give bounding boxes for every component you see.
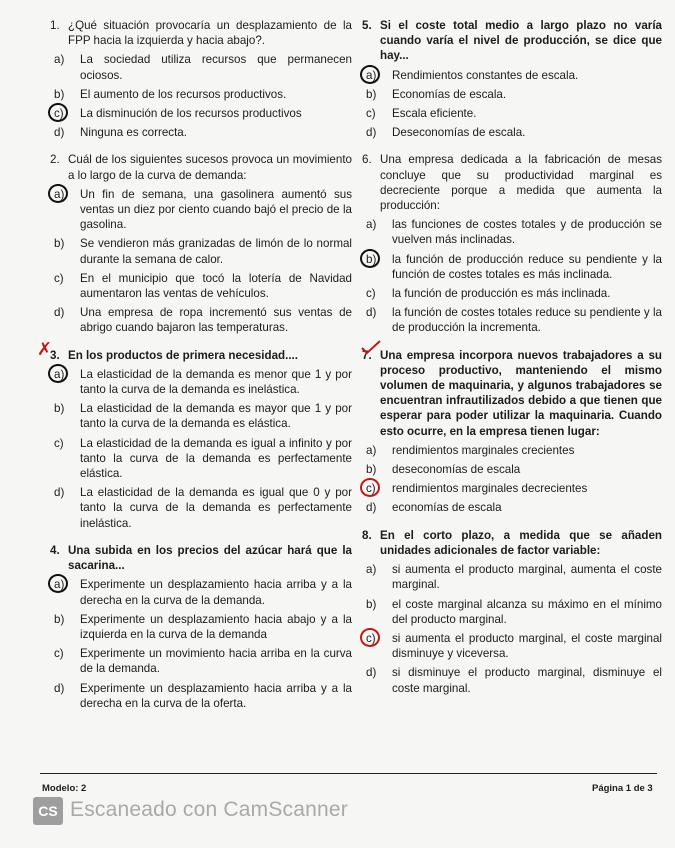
option-text: la función de producción reduce su pendiente y la función de costes totales es más inclinada. <box>392 252 662 281</box>
option-label: d) <box>366 501 377 515</box>
question-text: Una empresa dedicada a la fabricación de mesas concluye que su productividad marginal es decreciente porque a medida que aumenta la producción: <box>380 153 662 213</box>
question-6 <box>362 152 662 335</box>
option-label: a) <box>54 578 65 592</box>
option-text: rendimientos marginales decrecientes <box>392 482 588 496</box>
option-text: La sociedad utiliza recursos que permanecen ociosos. <box>80 53 352 82</box>
option-label: c) <box>54 647 64 661</box>
option-b <box>362 87 662 102</box>
option-label: c) <box>54 436 64 450</box>
option-a <box>362 562 662 592</box>
answer-circle-mark <box>48 103 68 122</box>
option-text: Experimente un desplazamiento hacia arriba y a la derecha en la curva de la demanda. <box>80 578 352 607</box>
question-4 <box>50 543 352 711</box>
option-text: la función de producción es más inclinada. <box>392 287 611 301</box>
option-a <box>362 443 662 458</box>
question-text: ¿Qué situación provocaría un desplazamiento de la FPP hacia la izquierda y hacia abajo?. <box>68 19 352 48</box>
option-label: a) <box>366 443 377 457</box>
option-label: a) <box>366 218 377 232</box>
option-d <box>362 665 662 695</box>
option-c <box>362 481 662 496</box>
option-label: a) <box>54 187 65 201</box>
question-5 <box>362 18 662 140</box>
option-label: b) <box>366 252 377 266</box>
right-column <box>362 18 662 708</box>
question-text: Si el coste total medio a largo plazo no varía cuando varía el nivel de producción, se dice que hay... <box>380 19 662 63</box>
option-text: Un fin de semana, una gasolinera aumentó sus ventas un diez por ciento cuando bajó el precio de la gasolina. <box>80 187 352 232</box>
option-label: d) <box>54 306 65 320</box>
question-2 <box>50 152 352 335</box>
option-label: c) <box>366 482 376 496</box>
option-text: Escala eficiente. <box>392 107 477 121</box>
option-text: Rendimientos constantes de escala. <box>392 68 579 82</box>
option-label: d) <box>54 126 65 140</box>
option-text: si aumenta el producto marginal, el coste marginal disminuye y viceversa. <box>392 631 662 661</box>
option-text: La disminución de los recursos productivos <box>80 107 302 121</box>
option-label: b) <box>54 612 65 626</box>
option-text: Experimente un desplazamiento hacia arriba y a la derecha en la curva de la oferta. <box>80 681 352 710</box>
option-text: las funciones de costes totales y de producción se vuelven más inclinadas. <box>392 218 662 247</box>
footer-divider <box>40 773 657 774</box>
option-label: b) <box>54 402 65 416</box>
option-label: a) <box>366 563 377 577</box>
option-text: rendimientos marginales crecientes <box>392 443 575 457</box>
question-8 <box>362 528 662 696</box>
answer-circle-mark <box>360 478 380 497</box>
option-label: c) <box>366 107 376 121</box>
question-text: En los productos de primera necesidad.... <box>68 348 299 362</box>
option-text: deseconomías de escala <box>392 463 521 477</box>
option-c <box>362 106 662 121</box>
question-1 <box>50 18 352 140</box>
option-label: b) <box>366 463 377 477</box>
question-number: 2. <box>50 153 60 167</box>
option-d <box>362 125 662 140</box>
option-label: d) <box>54 681 65 695</box>
option-d <box>362 500 662 515</box>
scanner-watermark: Escaneado con CamScanner <box>70 798 348 821</box>
option-a <box>362 68 662 83</box>
option-label: a) <box>54 53 65 67</box>
option-text: La elasticidad de la demanda es mayor que 1 y por tanto la curva de la demanda es elástica. <box>80 402 352 431</box>
option-b <box>50 236 352 266</box>
option-text: si aumenta el producto marginal, aumenta el coste marginal. <box>392 563 662 592</box>
option-label: c) <box>54 107 64 121</box>
option-label: d) <box>54 486 65 500</box>
option-label: d) <box>366 666 377 680</box>
option-d <box>50 485 352 531</box>
option-c <box>50 646 352 676</box>
option-label: b) <box>366 597 377 611</box>
question-7 <box>362 348 662 516</box>
answer-circle-mark <box>48 364 68 383</box>
option-label: d) <box>366 126 377 140</box>
option-c <box>362 286 662 301</box>
option-b <box>50 87 352 102</box>
question-number: 7. <box>362 348 372 362</box>
option-label: a) <box>366 68 377 82</box>
option-a <box>50 52 352 82</box>
left-column <box>37 18 352 723</box>
red-check-mark <box>360 339 382 355</box>
option-text: el coste marginal alcanza su máximo en el mínimo del producto marginal. <box>392 597 662 626</box>
option-text: La elasticidad de la demanda es igual que 0 y por tanto la curva de la demanda es perfectamente inelástica. <box>80 486 352 530</box>
option-a <box>50 187 352 233</box>
option-text: La elasticidad de la demanda es menor que 1 y por tanto la curva de la demanda es inelástica. <box>80 367 352 397</box>
option-a <box>50 577 352 607</box>
option-d <box>50 681 352 711</box>
option-text: Experimente un movimiento hacia arriba en la curva de la demanda. <box>80 647 352 676</box>
answer-circle-mark <box>360 628 380 647</box>
option-text: Experimente un desplazamiento hacia abajo y a la izquierda en la curva de la demanda <box>80 612 352 641</box>
option-label: c) <box>54 271 64 285</box>
option-b <box>50 612 352 642</box>
option-text: la función de costes totales reduce su pendiente y la de producción la incrementa. <box>392 306 662 335</box>
page-number: Página 1 de 3 <box>592 783 653 794</box>
question-number: 4. <box>50 543 60 557</box>
answer-circle-mark <box>360 65 380 84</box>
camscanner-logo-icon: CS <box>33 797 63 825</box>
option-text: Economías de escala. <box>392 87 507 101</box>
option-text: La elasticidad de la demanda es igual a infinito y por tanto la curva de la demanda es perfectamente elástica. <box>80 436 352 481</box>
model-label: Modelo: 2 <box>42 783 87 794</box>
option-d <box>50 125 352 140</box>
option-label: b) <box>54 87 65 101</box>
option-a <box>362 217 662 247</box>
question-number: 6. <box>362 153 372 167</box>
option-text: Deseconomías de escala. <box>392 126 526 140</box>
question-text: Una subida en los precios del azúcar hará que la sacarina... <box>68 543 352 573</box>
answer-circle-mark <box>48 184 68 203</box>
option-label: b) <box>54 237 65 251</box>
option-b <box>362 252 662 282</box>
option-label: a) <box>54 367 65 381</box>
answer-circle-mark <box>48 574 68 593</box>
red-cross-mark: ✗ <box>37 338 53 359</box>
question-number: 3. <box>50 348 60 362</box>
option-d <box>50 305 352 335</box>
option-b <box>50 401 352 431</box>
option-c <box>362 631 662 661</box>
option-c <box>50 436 352 482</box>
option-text: En el municipio que tocó la lotería de Navidad aumentaron las ventas de vehículos. <box>80 271 352 301</box>
answer-circle-mark <box>360 249 380 268</box>
question-number: 5. <box>362 19 372 32</box>
option-b <box>362 462 662 477</box>
question-number: 8. <box>362 528 372 542</box>
option-b <box>362 597 662 627</box>
question-number: 1. <box>50 19 60 32</box>
option-label: c) <box>366 287 376 301</box>
question-text: Una empresa incorpora nuevos trabajadores a su proceso productivo, manteniendo el mismo volumen de maquinaria, y algunos trabajadores se encuentran infrautilizados debido a que tienen que esperar para poder utilizar la maquinaria. Cuando esto ocurre, en la empresa tienen lugar: <box>380 348 662 438</box>
question-text: En el corto plazo, a medida que se añaden unidades adicionales de factor variable: <box>380 528 662 557</box>
question-text: Cuál de los siguientes sucesos provoca un movimiento a lo largo de la curva de demanda: <box>68 153 352 182</box>
option-c <box>50 271 352 301</box>
option-text: si disminuye el producto marginal, disminuye el coste marginal. <box>392 666 662 695</box>
option-text: economías de escala <box>392 501 502 515</box>
question-3 <box>37 338 352 531</box>
option-label: c) <box>366 631 376 645</box>
option-c <box>50 106 352 121</box>
option-text: Una empresa de ropa incrementó sus ventas de abrigo cuando bajaron las temperaturas. <box>80 306 352 335</box>
option-label: d) <box>366 306 377 320</box>
option-text: Se vendieron más granizadas de limón de lo normal durante la semana de calor. <box>80 237 352 266</box>
option-text: Ninguna es correcta. <box>80 126 187 140</box>
option-a <box>50 367 352 397</box>
option-label: b) <box>366 87 377 101</box>
option-d <box>362 305 662 335</box>
option-text: El aumento de los recursos productivos. <box>80 87 287 101</box>
